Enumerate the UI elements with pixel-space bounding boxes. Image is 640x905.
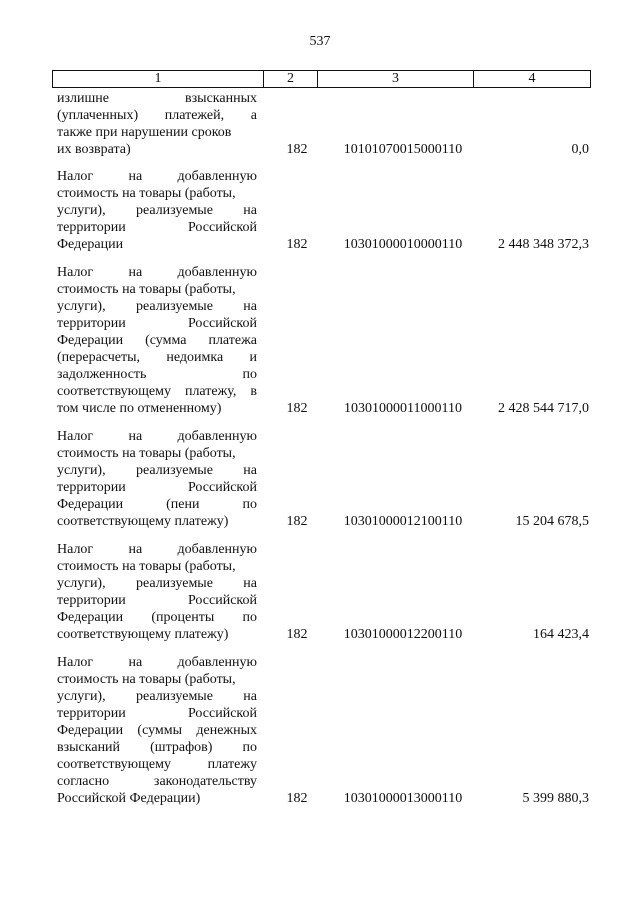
description-line: территории Российской — [57, 220, 257, 235]
description-line: взысканий (штрафов) по — [57, 740, 257, 755]
description-line: Федерации (сумма платежа — [57, 333, 257, 348]
description-line: услуги), реализуемые на — [57, 576, 257, 591]
budget-class-code: 10301000011000110 — [344, 401, 462, 416]
description-line: услуги), реализуемые на — [57, 463, 257, 478]
description-line: Налог на добавленную — [57, 429, 257, 444]
description-line: задолженность по — [57, 367, 257, 382]
table-row — [0, 654, 640, 807]
table-row — [0, 168, 640, 253]
description-line: стоимость на товары (работы, — [57, 559, 236, 574]
column-header-1: 1 — [53, 71, 264, 88]
table-row — [0, 90, 640, 158]
row-description — [57, 90, 257, 158]
description-line: Налог на добавленную — [57, 542, 257, 557]
admin-code: 182 — [286, 401, 308, 416]
amount: 2 428 544 717,0 — [498, 401, 589, 416]
description-line: стоимость на товары (работы, — [57, 446, 236, 461]
budget-class-code: 10301000012100110 — [343, 514, 463, 529]
amount: 5 399 880,3 — [522, 791, 589, 806]
budget-class-code: 10301000013000110 — [343, 791, 463, 806]
column-header-table — [52, 70, 591, 88]
description-line: услуги), реализуемые на — [57, 203, 257, 218]
row-description — [57, 541, 257, 643]
description-line: соответствующему платежу — [57, 757, 257, 772]
description-line: соответствующему платежу, в — [57, 384, 257, 399]
admin-code: 182 — [286, 514, 308, 529]
description-line: территории Российской — [57, 316, 257, 331]
row-description — [57, 428, 257, 530]
description-line: Налог на добавленную — [57, 265, 257, 280]
amount: 2 448 348 372,3 — [498, 237, 589, 252]
column-header-2: 2 — [264, 71, 318, 88]
description-line: услуги), реализуемые на — [57, 689, 257, 704]
description-line: излишне взысканных — [57, 91, 257, 106]
column-header-3: 3 — [318, 71, 474, 88]
description-line: также при нарушении сроков — [57, 125, 232, 140]
description-line: (уплаченных) платежей, а — [57, 108, 257, 123]
description-line: том числе по отмененному) — [57, 401, 222, 416]
description-line: стоимость на товары (работы, — [57, 282, 236, 297]
admin-code: 182 — [286, 142, 308, 157]
description-line: Налог на добавленную — [57, 655, 257, 670]
description-line: Федерации — [57, 237, 124, 252]
row-description — [57, 654, 257, 807]
description-line: Налог на добавленную — [57, 169, 257, 184]
table-row — [0, 428, 640, 530]
budget-class-code: 10301000010000110 — [343, 237, 463, 252]
description-line: Федерации (проценты по — [57, 610, 257, 625]
description-line: (перерасчеты, недоимка и — [57, 350, 257, 365]
description-line: Федерации (пени по — [57, 497, 257, 512]
description-line: соответствующему платежу) — [57, 514, 229, 529]
row-description — [57, 168, 257, 253]
description-line: услуги), реализуемые на — [57, 299, 257, 314]
description-line: Российской Федерации) — [57, 791, 201, 806]
amount: 164 423,4 — [533, 627, 589, 642]
description-line: Федерации (суммы денежных — [57, 723, 257, 738]
description-line: стоимость на товары (работы, — [57, 672, 236, 687]
amount: 0,0 — [571, 142, 589, 157]
budget-class-code: 10101070015000110 — [343, 142, 463, 157]
table-row — [0, 264, 640, 417]
description-line: территории Российской — [57, 480, 257, 495]
description-line: территории Российской — [57, 706, 257, 721]
admin-code: 182 — [286, 627, 308, 642]
admin-code: 182 — [286, 237, 308, 252]
table-row — [0, 541, 640, 643]
description-line: соответствующему платежу) — [57, 627, 229, 642]
page-number: 537 — [309, 34, 331, 49]
column-header-4: 4 — [474, 71, 591, 88]
description-line: согласно законодательству — [57, 774, 257, 789]
budget-class-code: 10301000012200110 — [343, 627, 463, 642]
row-description — [57, 264, 257, 417]
description-line: их возврата) — [57, 142, 131, 157]
description-line: территории Российской — [57, 593, 257, 608]
admin-code: 182 — [286, 791, 308, 806]
description-line: стоимость на товары (работы, — [57, 186, 236, 201]
amount: 15 204 678,5 — [515, 514, 589, 529]
